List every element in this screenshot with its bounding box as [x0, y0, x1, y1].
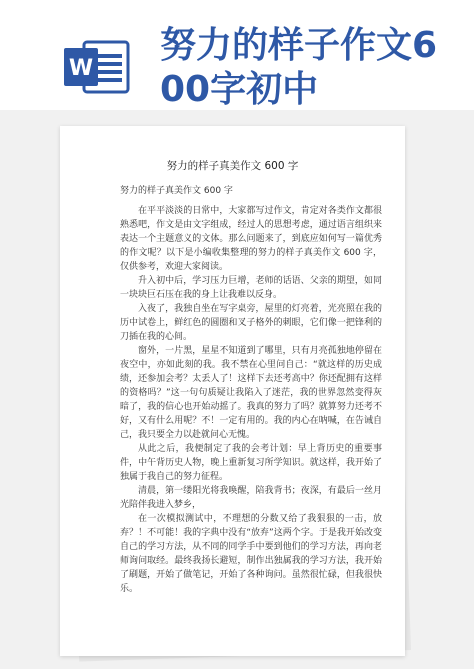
document-page: [60, 126, 405, 656]
paragraph: 在平平淡淡的日常中，大家都写过作文，肯定对各类作文都很熟悉吧，作文是由文字组成，经过人的思想考虑，通过语言组织来表达一个主题意义的文体。那么问题来了，到底应如何写一篇优秀的作文呢？以下是小编收集整理的努力的样子真美作文 600 字，仅供参考，欢迎大家阅读。: [120, 206, 382, 272]
paragraph: 入夜了，我独自坐在写字桌旁，屋里的灯亮着，光亮照在我的历中试卷上，鲜红色的圆圈和叉子格外的刺眼，它们像一把锋利的刀插在我的心间。: [120, 304, 382, 342]
paragraph: 窗外，一片黑，星星不知道到了哪里，只有月亮孤独地停留在夜空中，亦如此刻的我。我不禁在心里问自己：“就这样的历史成绩，还参加会考？太丢人了！这样下去还考高中？你还配拥有这样的资格吗？”这一句句质疑让我陷入了迷茫，我的世界忽然变得灰暗了，我的信心也开始动摇了。我真的努力了吗？就算努力还考不好，又有什么用呢？不！一定有用的。我的内心在呐喊，在告诫自己，我只要全力以赴就问心无愧。: [120, 346, 382, 440]
paragraph: 清晨，第一缕阳光将我唤醒，陪我背书；夜深，有最后一丝月光陪伴我进入梦乡，: [120, 486, 382, 510]
word-document-icon: [62, 38, 132, 96]
paragraph: 在一次模拟测试中，不理想的分数又给了我狠狠的一击，放弃？！不可能！我的字典中没有“放弃”这两个字。于是我开始改变自己的学习方法，从不同的同学手中要到他们的学习方法，再向老师询问取经。最终我扬长避短，制作出独属我的学习方法，我开始了刷题，开始了做笔记，开始了各种询问。虽然很忙碌，但我很快乐。: [120, 514, 382, 594]
word-icon-letter: W: [68, 56, 94, 81]
paragraph: 从此之后，我便制定了我的会考计划：早上背历史的重要事件，中午背历史人物，晚上重新复习所学知识。就这样，我开始了独属于我自己的努力征程。: [120, 444, 382, 482]
title-line-1: 努力的样子作文6: [160, 25, 438, 66]
document-body: [120, 184, 382, 596]
document-preview: [0, 110, 474, 669]
title-line-2: 00字初中: [160, 69, 319, 110]
document-title: 努力的样子真美作文 600 字: [166, 160, 299, 172]
document-subtitle: 努力的样子真美作文 600 字: [120, 186, 233, 196]
header-banner: [0, 0, 474, 110]
page-title: [160, 24, 460, 112]
paragraph: 升入初中后，学习压力巨增，老师的话语、父亲的期望，如同一块块巨石压在我的身上让我难以反身。: [120, 276, 382, 300]
